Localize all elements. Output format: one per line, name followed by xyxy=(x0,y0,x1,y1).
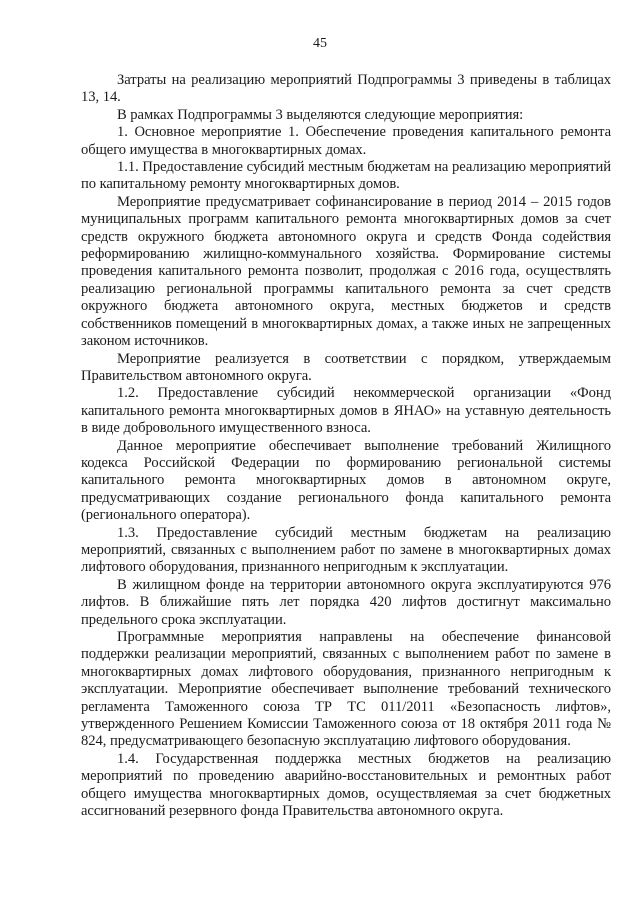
paragraph-costs-intro: Затраты на реализацию мероприятий Подпрограммы 3 приведены в таблицах 13, 14. xyxy=(81,72,611,106)
paragraph-activity-1-1-procedure: Мероприятие реализуется в соответствии с порядком, утверждаемым Правительством автономного округа. xyxy=(81,350,611,384)
paragraph-activity-1-2: 1.2. Предоставление субсидий некоммерческой организации «Фонд капитального ремонта многоквартирных домов в ЯНАО» на уставную деятельность в виде добровольного имущественного взноса. xyxy=(81,385,611,437)
paragraph-elevator-count: В жилищном фонде на территории автономного округа эксплуатируются 976 лифтов. В ближайшие пять лет порядка 420 лифтов достигнут максимально предельного срока эксплуатации. xyxy=(81,576,611,628)
paragraph-activity-1-3: 1.3. Предоставление субсидий местным бюджетам на реализацию мероприятий, связанных с выполнением работ по замене в многоквартирных домах лифтового оборудования, признанного непригодным к эксплуатации. xyxy=(81,524,611,576)
paragraph-activity-1-1-description: Мероприятие предусматривает софинансирование в период 2014 – 2015 годов муниципальных программ капитального ремонта многоквартирных домов за счет средств окружного бюджета автономного округа и средств Фонда содействия реформированию жилищно-коммунального хозяйства. Формирование системы проведения капитального ремонта позволит, продолжая с 2016 года, осуществлять реализацию региональной программы капитального ремонта за счет средств окружного бюджета автономного округа, местных бюджетов и средств собственников помещений в многоквартирных домах, а также иных не запрещенных законом источников. xyxy=(81,193,611,350)
paragraph-activity-1-2-description: Данное мероприятие обеспечивает выполнение требований Жилищного кодекса Российской Федерации по формированию региональной системы капитального ремонта многоквартирных домов в автономном округе, предусматривающих создание регионального фонда капитального ремонта (регионального оператора). xyxy=(81,437,611,524)
paragraph-activity-1-1: 1.1. Предоставление субсидий местным бюджетам на реализацию мероприятий по капитальному ремонту многоквартирных домов. xyxy=(81,159,611,193)
paragraph-activity-1-4: 1.4. Государственная поддержка местных бюджетов на реализацию мероприятий по проведению аварийно-восстановительных и ремонтных работ общего имущества многоквартирных домов, осуществляемая за счет бюджетных ассигнований резервного фонда Правительства автономного округа. xyxy=(81,750,611,820)
paragraph-program-measures: Программные мероприятия направлены на обеспечение финансовой поддержки реализации мероприятий, связанных с выполнением работ по замене в многоквартирных домах лифтового оборудования, признанного непригодным к эксплуатации. Мероприятие обеспечивает выполнение требований технического регламента Таможенного союза ТР ТС 011/2011 «Безопасность лифтов», утвержденного Решением Комиссии Таможенного союза от 18 октября 2011 года № 824, предусматривающего безопасную эксплуатацию лифтового оборудования. xyxy=(81,629,611,750)
paragraph-main-activity-1: 1. Основное мероприятие 1. Обеспечение проведения капитального ремонта общего имущества в многоквартирных домах. xyxy=(81,124,611,158)
document-body xyxy=(81,72,611,820)
page-number: 45 xyxy=(313,36,327,51)
paragraph-activities-intro: В рамках Подпрограммы 3 выделяются следующие мероприятия: xyxy=(117,106,524,123)
